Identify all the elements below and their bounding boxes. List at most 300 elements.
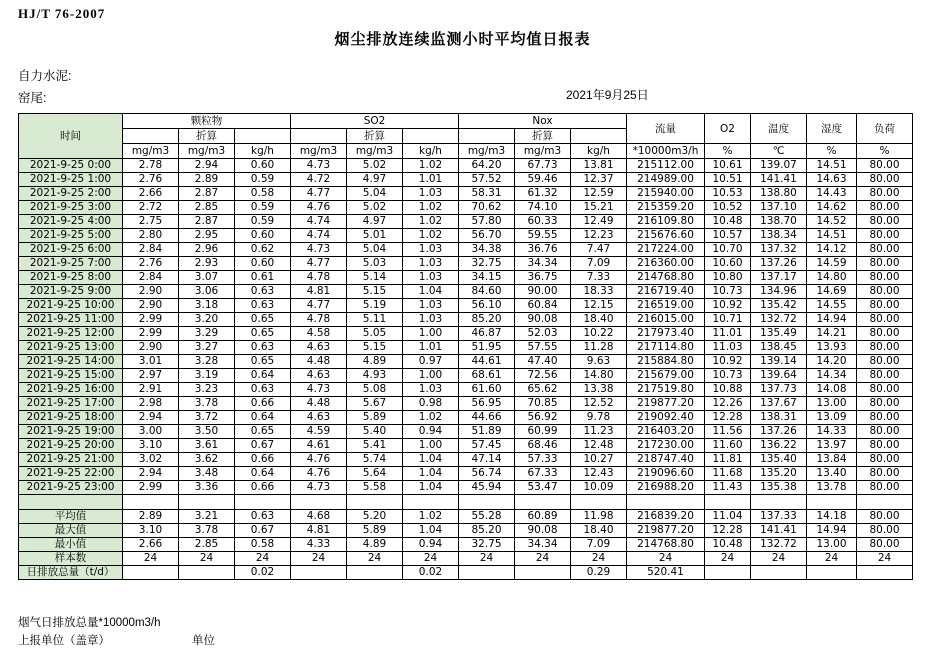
row-time: 2021-9-25 20:00: [19, 439, 123, 453]
summary-label: 样本数: [19, 552, 123, 566]
row-value: 3.10: [123, 439, 179, 453]
row-value: 215359.20: [627, 201, 705, 215]
unit-cell: %: [807, 144, 857, 159]
row-value: 0.66: [235, 481, 291, 495]
row-value: 7.47: [571, 243, 627, 257]
row-time: 2021-9-25 17:00: [19, 397, 123, 411]
row-value: 2.84: [123, 271, 179, 285]
summary-value: 13.00: [807, 538, 857, 552]
row-value: 1.03: [403, 243, 459, 257]
row-value: 5.58: [347, 481, 403, 495]
summary-value: 2.66: [123, 538, 179, 552]
spacer-row: [19, 495, 913, 510]
row-value: 0.61: [235, 271, 291, 285]
row-value: 0.63: [235, 383, 291, 397]
table-row: [19, 439, 913, 453]
summary-value: 1.02: [403, 510, 459, 524]
summary-value: 24: [123, 552, 179, 566]
row-value: 137.10: [751, 201, 807, 215]
row-value: 135.38: [751, 481, 807, 495]
summary-value: 3.21: [179, 510, 235, 524]
row-value: 3.20: [179, 313, 235, 327]
row-value: 36.76: [515, 243, 571, 257]
blank-cell: [403, 129, 459, 144]
summary-value: 90.08: [515, 524, 571, 538]
summary-value: 132.72: [751, 538, 807, 552]
row-value: 3.48: [179, 467, 235, 481]
row-value: 14.08: [807, 383, 857, 397]
row-value: 12.52: [571, 397, 627, 411]
summary-value: 24: [627, 552, 705, 566]
row-value: 45.94: [459, 481, 515, 495]
summary-label: 最大值: [19, 524, 123, 538]
row-value: 216519.00: [627, 299, 705, 313]
row-value: 57.55: [515, 341, 571, 355]
table-header-groups: [19, 114, 913, 129]
row-value: 4.77: [291, 257, 347, 271]
blank-cell: [459, 129, 515, 144]
row-value: 80.00: [857, 327, 913, 341]
row-value: 0.59: [235, 173, 291, 187]
table-row: [19, 299, 913, 313]
row-value: 2.75: [123, 215, 179, 229]
row-value: 2.97: [123, 369, 179, 383]
summary-value: [705, 566, 751, 580]
row-value: 137.67: [751, 397, 807, 411]
summary-value: 24: [807, 552, 857, 566]
row-value: 10.60: [705, 257, 751, 271]
row-value: 13.40: [807, 467, 857, 481]
row-value: 13.38: [571, 383, 627, 397]
row-value: 4.78: [291, 271, 347, 285]
row-value: 4.89: [347, 355, 403, 369]
row-time: 2021-9-25 21:00: [19, 453, 123, 467]
row-value: 10.53: [705, 187, 751, 201]
summary-value: 12.28: [705, 524, 751, 538]
row-value: 47.14: [459, 453, 515, 467]
row-value: 1.04: [403, 453, 459, 467]
unit-cell: mg/m3: [291, 144, 347, 159]
row-value: 60.99: [515, 425, 571, 439]
row-value: 2.94: [123, 411, 179, 425]
row-value: 215112.00: [627, 159, 705, 173]
row-value: 10.27: [571, 453, 627, 467]
row-value: 14.63: [807, 173, 857, 187]
header-time: 时间: [19, 114, 123, 159]
row-time: 2021-9-25 9:00: [19, 285, 123, 299]
summary-value: 0.94: [403, 538, 459, 552]
row-value: 4.48: [291, 355, 347, 369]
row-value: 13.09: [807, 411, 857, 425]
summary-row: [19, 552, 913, 566]
summary-value: 32.75: [459, 538, 515, 552]
row-value: 1.04: [403, 467, 459, 481]
row-value: 60.33: [515, 215, 571, 229]
row-value: 80.00: [857, 271, 913, 285]
row-value: 2.89: [179, 173, 235, 187]
row-value: 14.20: [807, 355, 857, 369]
unit-cell: %: [705, 144, 751, 159]
summary-value: 216839.20: [627, 510, 705, 524]
row-value: 216015.00: [627, 313, 705, 327]
page-title: 烟尘排放连续监测小时平均值日报表: [334, 30, 591, 48]
summary-value: 80.00: [857, 510, 913, 524]
row-value: 1.01: [403, 341, 459, 355]
row-value: 10.57: [705, 229, 751, 243]
row-time: 2021-9-25 18:00: [19, 411, 123, 425]
row-value: 2.87: [179, 215, 235, 229]
row-value: 3.27: [179, 341, 235, 355]
header-flow: 流量: [627, 114, 705, 144]
row-value: 138.45: [751, 341, 807, 355]
row-value: 3.29: [179, 327, 235, 341]
row-value: 34.38: [459, 243, 515, 257]
summary-value: 24: [179, 552, 235, 566]
summary-label: 日排放总量（t/d）: [19, 566, 123, 580]
unit-cell: mg/m3: [347, 144, 403, 159]
row-value: 90.00: [515, 285, 571, 299]
row-value: 14.12: [807, 243, 857, 257]
row-value: 51.89: [459, 425, 515, 439]
row-value: 10.48: [705, 215, 751, 229]
row-value: 217224.00: [627, 243, 705, 257]
row-value: 11.68: [705, 467, 751, 481]
row-time: 2021-9-25 15:00: [19, 369, 123, 383]
row-value: 2.99: [123, 313, 179, 327]
summary-value: 11.04: [705, 510, 751, 524]
unit-cell: mg/m3: [515, 144, 571, 159]
table-row: [19, 187, 913, 201]
row-time: 2021-9-25 23:00: [19, 481, 123, 495]
blank-cell: [403, 495, 459, 510]
summary-label: 平均值: [19, 510, 123, 524]
row-value: 74.10: [515, 201, 571, 215]
row-value: 80.00: [857, 341, 913, 355]
row-value: 4.63: [291, 369, 347, 383]
row-value: 216403.20: [627, 425, 705, 439]
unit-cell: mg/m3: [123, 144, 179, 159]
row-time: 2021-9-25 6:00: [19, 243, 123, 257]
row-value: 10.92: [705, 299, 751, 313]
row-value: 14.34: [807, 369, 857, 383]
summary-value: 18.40: [571, 524, 627, 538]
row-time: 2021-9-25 22:00: [19, 467, 123, 481]
row-value: 14.59: [807, 257, 857, 271]
row-value: 2.96: [179, 243, 235, 257]
row-value: 4.73: [291, 243, 347, 257]
row-value: 0.64: [235, 369, 291, 383]
table-row: [19, 313, 913, 327]
blank-cell: [571, 129, 627, 144]
row-value: 5.14: [347, 271, 403, 285]
row-value: 85.20: [459, 313, 515, 327]
header-converted-nox: 折算: [515, 129, 571, 144]
row-value: 1.03: [403, 257, 459, 271]
row-value: 90.08: [515, 313, 571, 327]
table-row: [19, 411, 913, 425]
table-summary: [19, 510, 913, 580]
row-value: 216719.40: [627, 285, 705, 299]
row-value: 3.01: [123, 355, 179, 369]
summary-row: [19, 538, 913, 552]
row-value: 215940.00: [627, 187, 705, 201]
row-value: 14.51: [807, 159, 857, 173]
row-value: 0.59: [235, 215, 291, 229]
blank-cell: [235, 495, 291, 510]
row-value: 214768.80: [627, 271, 705, 285]
row-value: 3.00: [123, 425, 179, 439]
row-value: 9.78: [571, 411, 627, 425]
row-value: 10.22: [571, 327, 627, 341]
row-value: 3.78: [179, 397, 235, 411]
row-value: 5.04: [347, 187, 403, 201]
summary-value: 5.89: [347, 524, 403, 538]
row-time: 2021-9-25 4:00: [19, 215, 123, 229]
standard-code: HJ/T 76-2007: [18, 6, 106, 21]
row-value: 5.01: [347, 229, 403, 243]
row-value: 4.77: [291, 187, 347, 201]
row-value: 217519.80: [627, 383, 705, 397]
row-value: 4.76: [291, 453, 347, 467]
summary-value: 5.20: [347, 510, 403, 524]
row-value: 12.26: [705, 397, 751, 411]
row-value: 57.80: [459, 215, 515, 229]
row-value: 135.40: [751, 453, 807, 467]
row-value: 5.67: [347, 397, 403, 411]
summary-value: 24: [459, 552, 515, 566]
row-value: 80.00: [857, 383, 913, 397]
row-value: 11.56: [705, 425, 751, 439]
row-value: 13.78: [807, 481, 857, 495]
row-value: 13.81: [571, 159, 627, 173]
table-row: [19, 383, 913, 397]
row-value: 3.62: [179, 453, 235, 467]
row-value: 11.28: [571, 341, 627, 355]
summary-value: 0.29: [571, 566, 627, 580]
row-value: 32.75: [459, 257, 515, 271]
row-value: 14.62: [807, 201, 857, 215]
row-value: 5.15: [347, 285, 403, 299]
row-value: 0.97: [403, 355, 459, 369]
row-value: 217230.00: [627, 439, 705, 453]
row-value: 14.55: [807, 299, 857, 313]
table-row: [19, 229, 913, 243]
row-value: 56.70: [459, 229, 515, 243]
row-value: 4.81: [291, 285, 347, 299]
row-value: 5.03: [347, 257, 403, 271]
row-value: 70.85: [515, 397, 571, 411]
row-value: 0.65: [235, 313, 291, 327]
row-value: 47.40: [515, 355, 571, 369]
row-value: 1.00: [403, 439, 459, 453]
row-value: 0.60: [235, 257, 291, 271]
row-value: 3.02: [123, 453, 179, 467]
row-value: 0.64: [235, 411, 291, 425]
row-value: 80.00: [857, 411, 913, 425]
row-value: 4.73: [291, 383, 347, 397]
row-value: 0.58: [235, 187, 291, 201]
row-value: 13.84: [807, 453, 857, 467]
row-value: 80.00: [857, 173, 913, 187]
row-value: 1.03: [403, 271, 459, 285]
summary-value: 24: [235, 552, 291, 566]
table-row: [19, 327, 913, 341]
blank-cell: [291, 129, 347, 144]
row-value: 2.98: [123, 397, 179, 411]
row-value: 132.72: [751, 313, 807, 327]
row-value: 14.51: [807, 229, 857, 243]
row-value: 0.66: [235, 453, 291, 467]
row-value: 10.80: [705, 271, 751, 285]
blank-cell: [123, 129, 179, 144]
header-o2: O2: [705, 114, 751, 144]
row-value: 4.74: [291, 215, 347, 229]
row-value: 12.43: [571, 467, 627, 481]
row-value: 0.67: [235, 439, 291, 453]
header-converted-so2: 折算: [347, 129, 403, 144]
row-value: 12.48: [571, 439, 627, 453]
summary-row: [19, 524, 913, 538]
row-value: 5.02: [347, 201, 403, 215]
row-value: 80.00: [857, 467, 913, 481]
row-value: 4.48: [291, 397, 347, 411]
row-value: 1.02: [403, 159, 459, 173]
summary-value: 0.63: [235, 510, 291, 524]
row-value: 137.73: [751, 383, 807, 397]
company-name: 自力水泥:: [18, 69, 72, 83]
summary-value: 4.68: [291, 510, 347, 524]
row-value: 36.75: [515, 271, 571, 285]
summary-value: 137.33: [751, 510, 807, 524]
footer-reporting-unit: 上报单位（盖章）: [18, 635, 110, 647]
summary-value: 34.34: [515, 538, 571, 552]
row-value: 5.15: [347, 341, 403, 355]
row-value: 216360.00: [627, 257, 705, 271]
summary-value: 214768.80: [627, 538, 705, 552]
row-value: 1.03: [403, 299, 459, 313]
summary-value: 14.94: [807, 524, 857, 538]
blank-cell: [235, 129, 291, 144]
summary-value: 80.00: [857, 524, 913, 538]
row-value: 3.06: [179, 285, 235, 299]
table-row: [19, 481, 913, 495]
table-row: [19, 425, 913, 439]
row-value: 14.21: [807, 327, 857, 341]
row-value: 138.70: [751, 215, 807, 229]
header-load: 负荷: [857, 114, 913, 144]
row-value: 59.55: [515, 229, 571, 243]
row-value: 10.71: [705, 313, 751, 327]
header-group-particulate: 颗粒物: [123, 114, 291, 129]
row-value: 0.66: [235, 397, 291, 411]
summary-value: 11.98: [571, 510, 627, 524]
row-time: 2021-9-25 0:00: [19, 159, 123, 173]
header-group-so2: SO2: [291, 114, 459, 129]
row-value: 5.02: [347, 159, 403, 173]
row-value: 2.85: [179, 201, 235, 215]
row-value: 2.91: [123, 383, 179, 397]
row-value: 0.94: [403, 425, 459, 439]
table-row: [19, 243, 913, 257]
row-value: 53.47: [515, 481, 571, 495]
summary-value: 85.20: [459, 524, 515, 538]
row-value: 215676.60: [627, 229, 705, 243]
summary-value: 4.33: [291, 538, 347, 552]
summary-value: 0.58: [235, 538, 291, 552]
summary-value: [123, 566, 179, 580]
row-value: 68.61: [459, 369, 515, 383]
row-value: 5.04: [347, 243, 403, 257]
summary-value: [347, 566, 403, 580]
row-value: 138.31: [751, 411, 807, 425]
row-value: 44.61: [459, 355, 515, 369]
summary-value: 4.81: [291, 524, 347, 538]
row-time: 2021-9-25 13:00: [19, 341, 123, 355]
row-value: 0.65: [235, 327, 291, 341]
row-value: 80.00: [857, 453, 913, 467]
row-value: 5.40: [347, 425, 403, 439]
table-header-units: [19, 144, 913, 159]
row-value: 4.72: [291, 173, 347, 187]
row-value: 4.61: [291, 439, 347, 453]
row-value: 5.08: [347, 383, 403, 397]
row-value: 215884.80: [627, 355, 705, 369]
row-value: 64.20: [459, 159, 515, 173]
table-row: [19, 271, 913, 285]
row-value: 13.97: [807, 439, 857, 453]
row-value: 3.18: [179, 299, 235, 313]
row-value: 11.43: [705, 481, 751, 495]
row-value: 137.32: [751, 243, 807, 257]
blank-cell: [291, 495, 347, 510]
row-value: 2.90: [123, 299, 179, 313]
blank-cell: [459, 495, 515, 510]
summary-value: [459, 566, 515, 580]
row-value: 12.23: [571, 229, 627, 243]
summary-row: [19, 566, 913, 580]
table-row: [19, 355, 913, 369]
summary-value: 1.04: [403, 524, 459, 538]
table-row: [19, 215, 913, 229]
row-value: 13.00: [807, 397, 857, 411]
row-value: 68.46: [515, 439, 571, 453]
row-value: 3.19: [179, 369, 235, 383]
row-time: 2021-9-25 16:00: [19, 383, 123, 397]
row-value: 56.74: [459, 467, 515, 481]
row-value: 0.65: [235, 425, 291, 439]
row-value: 80.00: [857, 439, 913, 453]
row-value: 219096.60: [627, 467, 705, 481]
row-time: 2021-9-25 12:00: [19, 327, 123, 341]
row-value: 5.64: [347, 467, 403, 481]
summary-value: 24: [291, 552, 347, 566]
row-value: 215679.00: [627, 369, 705, 383]
blank-cell: [515, 495, 571, 510]
row-value: 14.94: [807, 313, 857, 327]
summary-value: 24: [347, 552, 403, 566]
row-value: 2.66: [123, 187, 179, 201]
row-value: 1.04: [403, 481, 459, 495]
row-value: 137.26: [751, 425, 807, 439]
table-row: [19, 159, 913, 173]
header-humidity: 湿度: [807, 114, 857, 144]
row-value: 4.76: [291, 467, 347, 481]
summary-value: 55.28: [459, 510, 515, 524]
summary-value: 0.02: [235, 566, 291, 580]
row-value: 11.60: [705, 439, 751, 453]
row-value: 52.03: [515, 327, 571, 341]
row-value: 3.61: [179, 439, 235, 453]
